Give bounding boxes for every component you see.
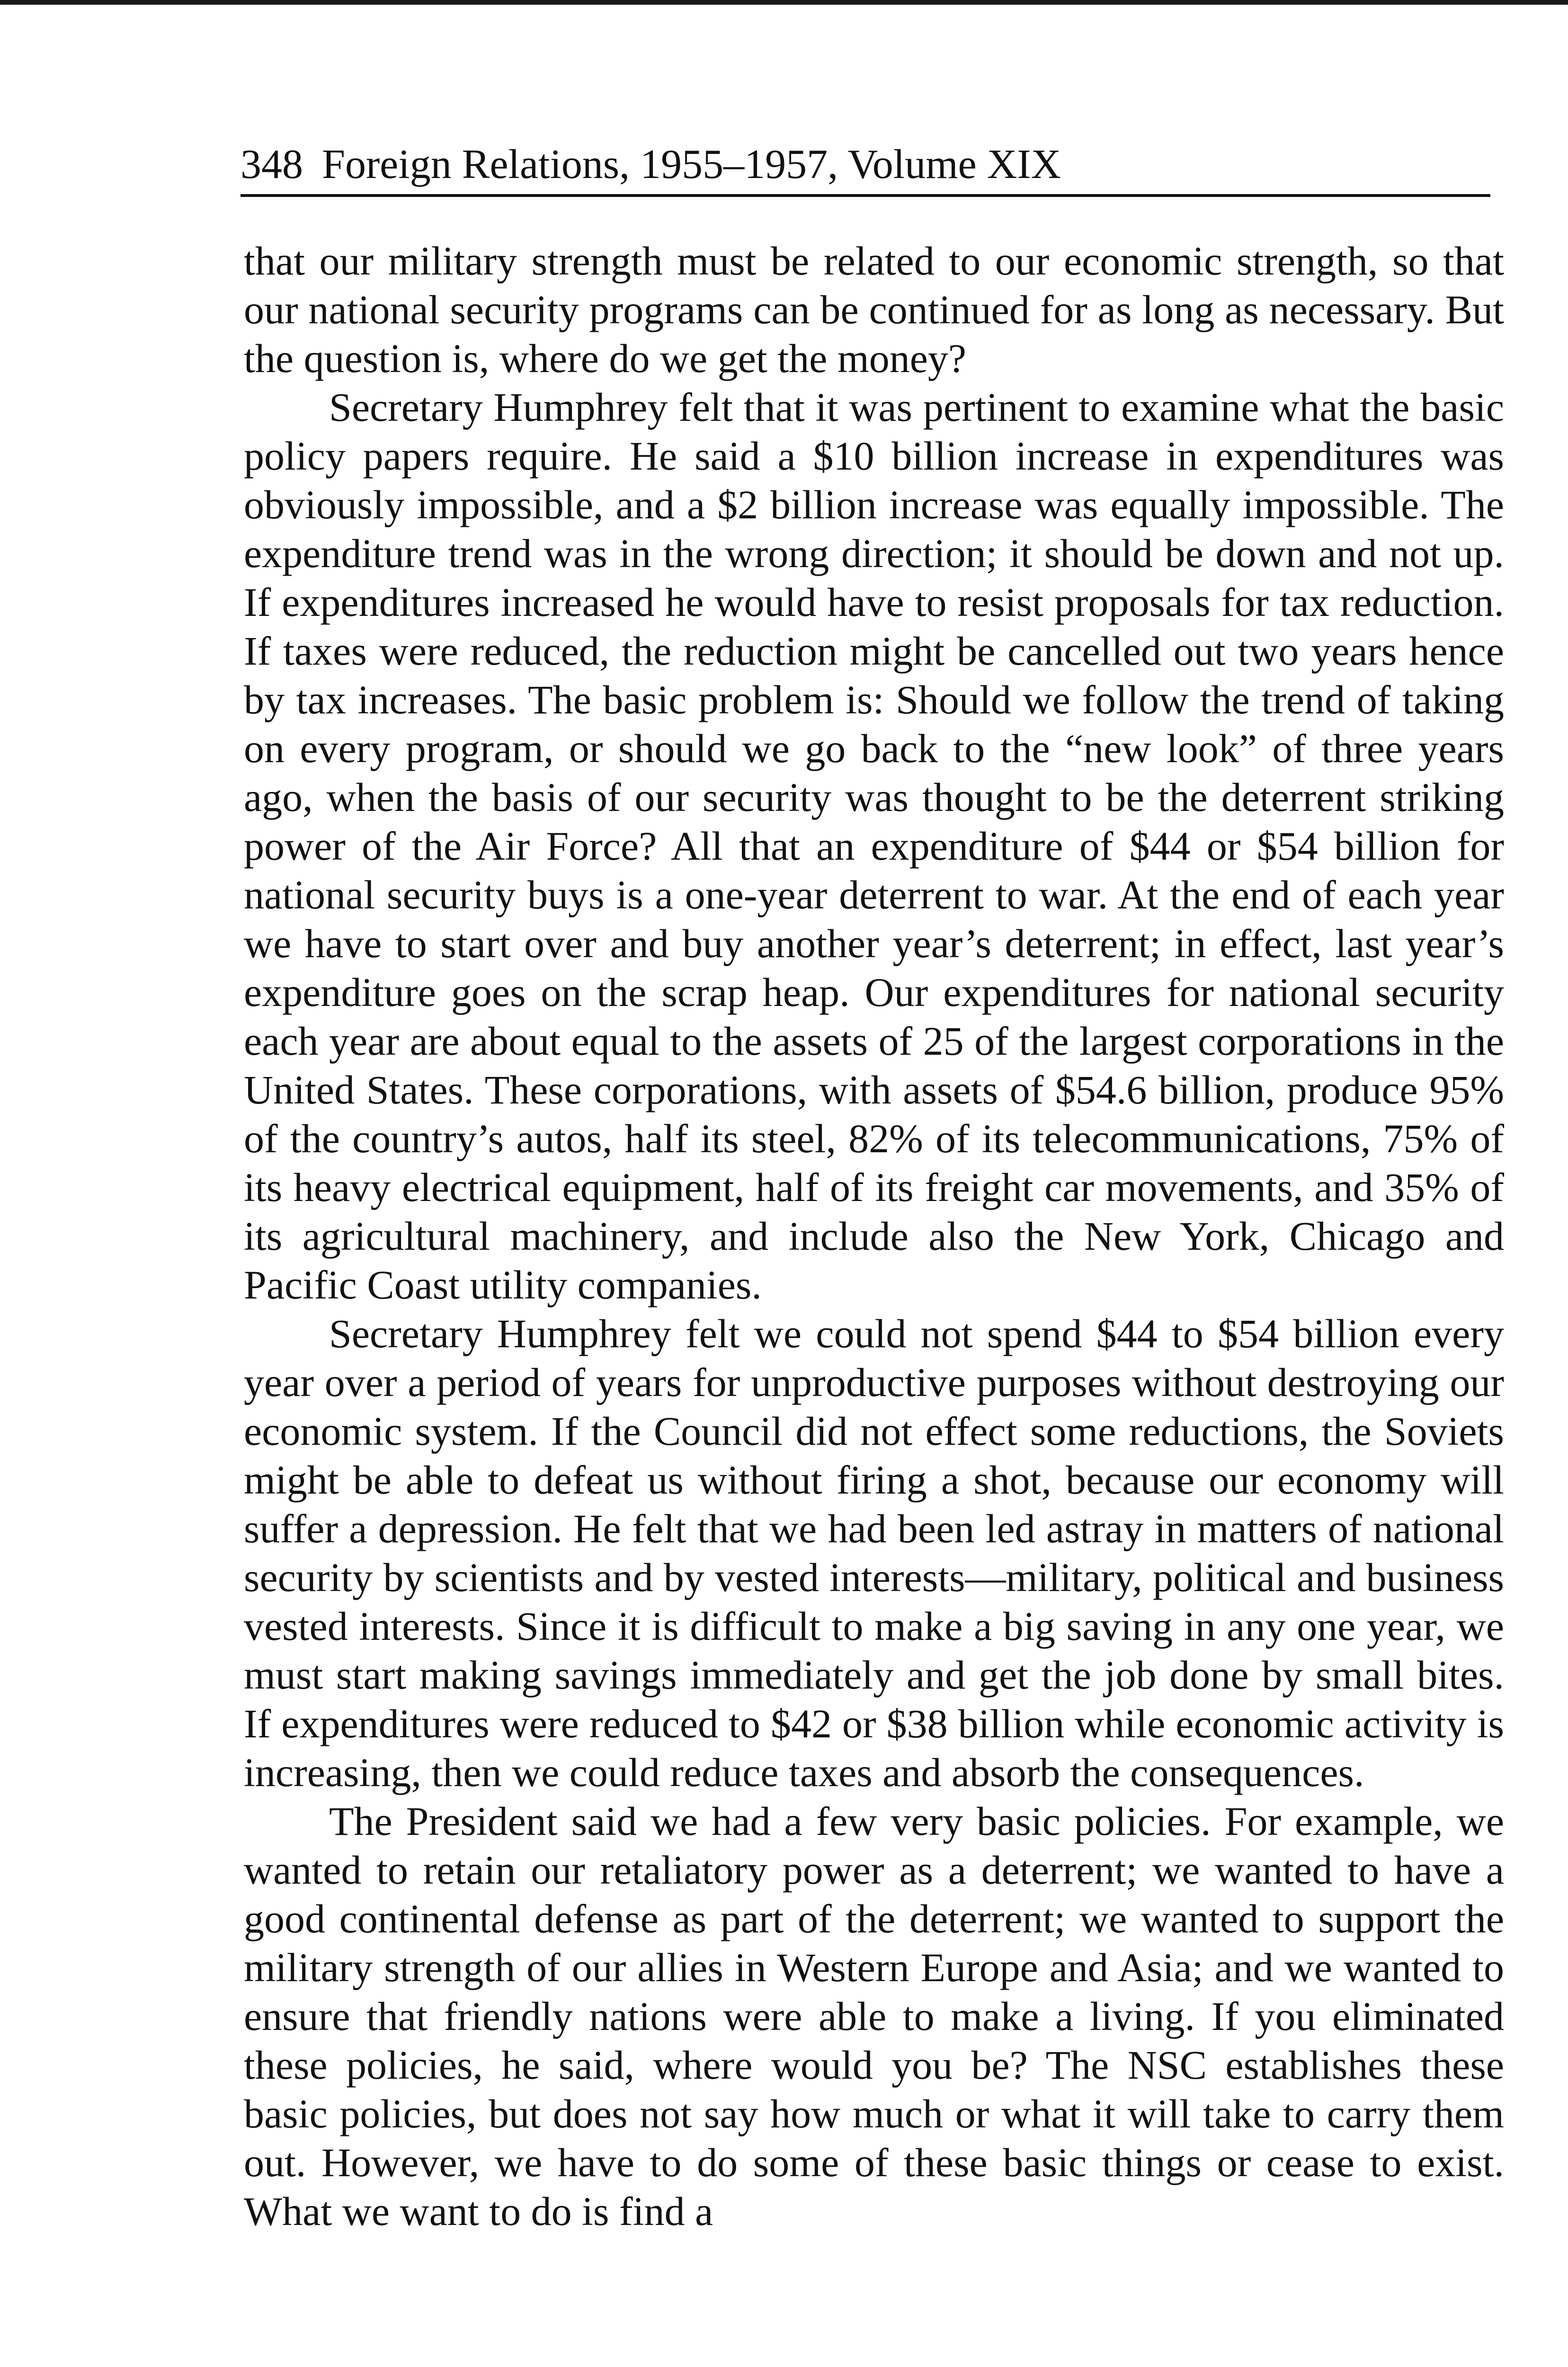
paragraph-humphrey-policy-papers: Secretary Humphrey felt that it was pertinent to examine what the basic policy papers require. He said a $10 billion increase in expenditures was obviously impossible, and a $2 billion increase was equally impossible. The expenditure trend was in the wrong direction; it should be down and not up. If expenditures increased he would have to resist proposals for tax reduction. If taxes were reduced, the reduction might be cancelled out two years hence by tax increases. The basic problem is: Should we follow the trend of taking on every program, or should we go back to the “new look” of three years ago, when the basis of our security was thought to be the deterrent striking power of the Air Force? All that an expenditure of $44 or $54 billion for national security buys is a one-year deterrent to war. At the end of each year we have to start over and buy another year’s deterrent; in effect, last year’s expenditure goes on the scrap heap. Our expenditures for national security each year are about equal to the assets of 25 of the largest corporations in the United States. These corporations, with assets of $54.6 billion, produce 95% of the country’s autos, half its steel, 82% of its telecommunications, 75% of its heavy electrical equipment, half of its freight car movements, and 35% of its agricultural machinery, and include also the New York, Chicago and Pacific Coast utility companies.	[244, 384, 1504, 1308]
paragraph-president-policies: The President said we had a few very basic policies. For example, we wanted to retain our retaliatory power as a deterrent; we wanted to have a good continental defense as part of the deterrent; we wanted to support the military strength of our allies in Western Europe and Asia; and we wanted to ensure that friendly nations were able to make a living. If you eliminated these policies, he said, where would you be? The NSC establishes these basic policies, but does not say how much or what it will take to carry them out. However, we have to do some of these basic things or cease to exist. What we want to do is find a	[244, 1798, 1504, 2234]
paragraph-continuation: that our military strength must be related to our economic strength, so that our national security programs can be continued for as long as necessary. But the question is, where do we get the money?	[244, 238, 1504, 381]
body-text	[244, 237, 1504, 2236]
page-number: 348	[241, 142, 303, 187]
running-title: Foreign Relations, 1955–1957, Volume XIX	[322, 142, 1061, 187]
paragraph-humphrey-economy: Secretary Humphrey felt we could not spend $44 to $54 billion every year over a period of years for unproductive purposes without destroying our economic system. If the Council did not effect some reductions, the Soviets might be able to defeat us without firing a shot, because our economy will suffer a depression. He felt that we had been led astray in matters of national security by scientists and by vested interests—military, political and business vested interests. Since it is difficult to make a big saving in any one year, we must start making savings immediately and get the job done by small bites. If expenditures were reduced to $42 or $38 billion while economic activity is increasing, then we could reduce taxes and absorb the consequences.	[244, 1311, 1504, 1795]
top-edge-rule	[0, 0, 1568, 5]
page-header	[241, 135, 1490, 197]
